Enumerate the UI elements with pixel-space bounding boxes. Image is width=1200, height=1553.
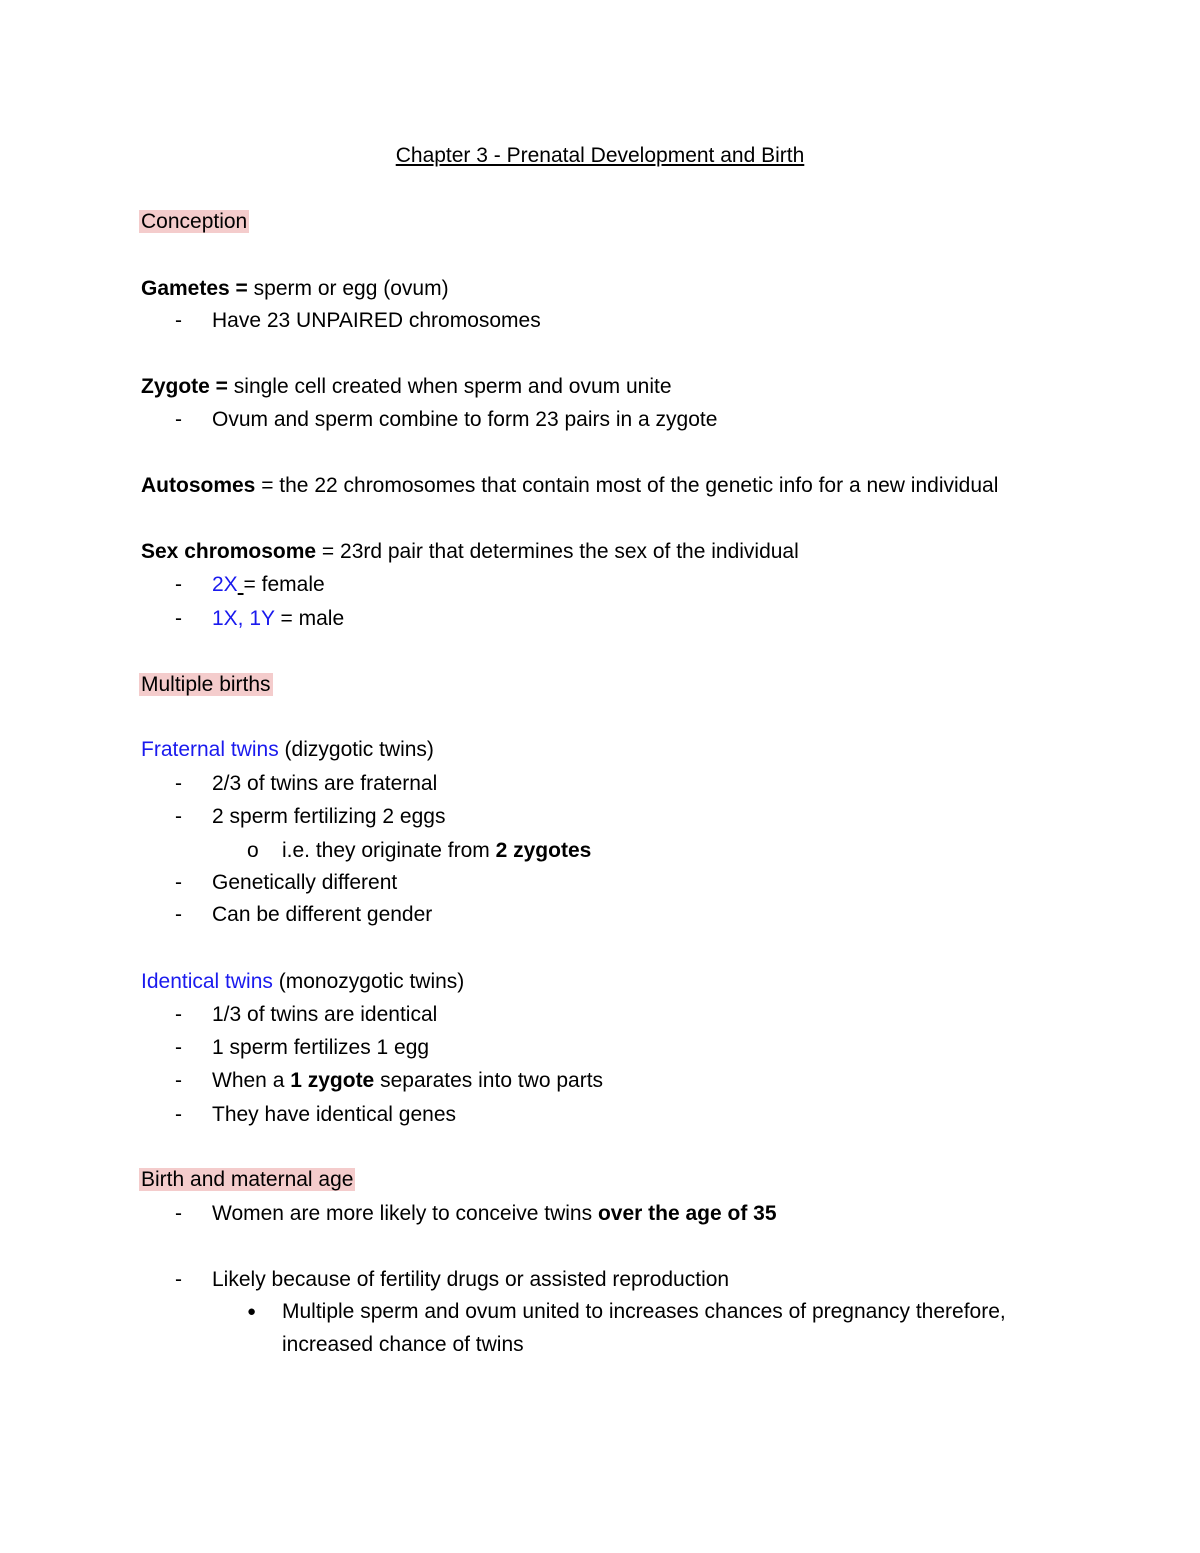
definition-gametes: Gametes = sperm or egg (ovum) [141,277,449,300]
dash-marker: - [175,805,182,828]
dash-marker: - [175,871,182,894]
sub-list-item: Multiple sperm and ovum united to increases chances of pregnancy therefore, [282,1300,1006,1323]
page-title: Chapter 3 - Prenatal Development and Birth [395,144,805,167]
list-item: Likely because of fertility drugs or assisted reproduction [212,1268,730,1291]
definition-identical-twins: Identical twins (monozygotic twins) [141,970,465,993]
list-item: Genetically different [212,871,398,894]
definition-fraternal-twins: Fraternal twins (dizygotic twins) [141,738,434,761]
list-item: 1/3 of twins are identical [212,1003,438,1026]
definition-sex-chromosome: Sex chromosome = 23rd pair that determines the sex of the individual [141,540,799,563]
list-item: 2X = female [212,573,325,596]
dash-marker: - [175,1036,182,1059]
list-item: They have identical genes [212,1103,456,1126]
dash-marker: - [175,573,182,596]
list-item: Women are more likely to conceive twins over the age of 35 [212,1202,777,1225]
list-item: 2 sperm fertilizing 2 eggs [212,805,446,828]
section-heading-birth-maternal-age: Birth and maternal age [141,1168,354,1191]
dash-marker: - [175,1202,182,1225]
list-item: Have 23 UNPAIRED chromosomes [212,309,541,332]
sub-list-item: i.e. they originate from 2 zygotes [282,839,592,862]
list-item: 2/3 of twins are fraternal [212,772,438,795]
dash-marker: - [175,903,182,926]
list-item: Ovum and sperm combine to form 23 pairs in a zygote [212,408,718,431]
section-heading-multiple-births: Multiple births [141,673,271,696]
definition-autosomes: Autosomes = the 22 chromosomes that contain most of the genetic info for a new individual [141,474,999,497]
dash-marker: - [175,309,182,332]
dash-marker: - [175,408,182,431]
dash-marker: - [175,607,182,630]
list-item: 1X, 1Y = male [212,607,345,630]
sub-list-item-continuation: increased chance of twins [282,1333,524,1356]
definition-zygote: Zygote = single cell created when sperm and ovum unite [141,375,672,398]
dash-marker: - [175,1069,182,1092]
dot-bullet-marker: ● [247,1303,257,1320]
list-item: Can be different gender [212,903,433,926]
section-heading-conception: Conception [141,210,248,233]
circle-bullet-marker: o [247,839,259,862]
dash-marker: - [175,1103,182,1126]
list-item: When a 1 zygote separates into two parts [212,1069,604,1092]
dash-marker: - [175,1268,182,1291]
list-item: 1 sperm fertilizes 1 egg [212,1036,430,1059]
dash-marker: - [175,1003,182,1026]
dash-marker: - [175,772,182,795]
